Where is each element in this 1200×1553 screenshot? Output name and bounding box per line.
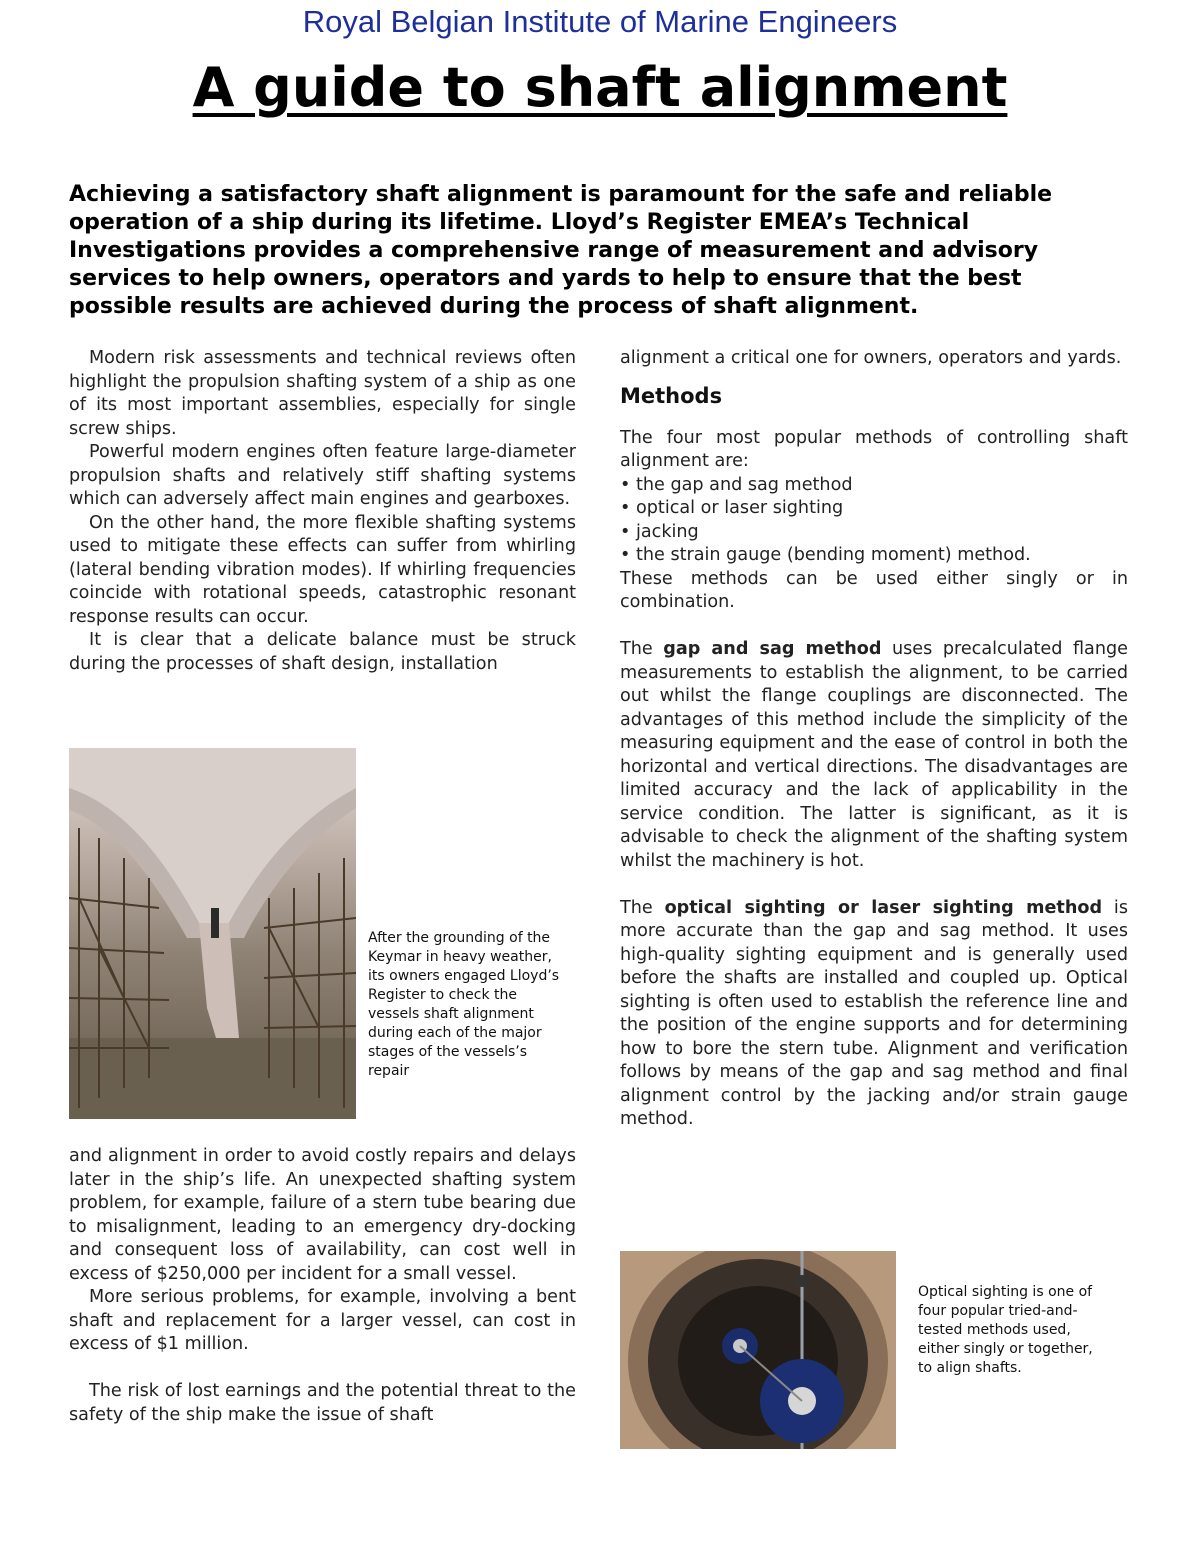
gap-sag-paragraph (620, 638, 1128, 873)
left-column-top (69, 347, 576, 676)
ship-drydock-photo (69, 748, 356, 1119)
paragraph-spacer (69, 1357, 576, 1381)
optical-sighting-photo (620, 1251, 896, 1449)
list-item (620, 474, 1128, 498)
body-paragraph: On the other hand, the more flexible shafting systems used to mitigate these effects can suffer from whirling (lateral bending vibration modes). If whirling frequencies coincide with rotational speeds, catastrophic resonant response results can occur. (69, 512, 576, 627)
organization-name: Royal Belgian Institute of Marine Engineers (302, 4, 898, 39)
body-paragraph: Modern risk assessments and technical reviews often highlight the propulsion shafting system of a ship as one of its most important assemblies, especially for single screw ships. (69, 348, 576, 439)
bold-term: gap and sag method (663, 639, 882, 659)
optical-paragraph (620, 897, 1128, 1132)
figure-caption: Optical sighting is one of four popular tried-and-tested methods used, either singly or together, to align shafts. (918, 1284, 1093, 1376)
paragraph-spacer (620, 615, 1128, 639)
stern-tube-image (620, 1251, 896, 1449)
body-paragraph: Powerful modern engines often feature large-diameter propulsion shafts and relatively stiff shafting systems which can adversely affect main engines and gearboxes. (69, 442, 576, 509)
lead-paragraph: Achieving a satisfactory shaft alignment is paramount for the safe and reliable operation of a ship during its lifetime. Lloyd’s Register EMEA’s Technical Investigations provides a comprehensive range of measurement and advisory services to help owners, operators and yards to help to ensure that the best possible results are achieved during the process of shaft alignment. (69, 182, 1053, 319)
bullet-icon: • (620, 474, 631, 495)
list-item (620, 497, 1128, 521)
bold-term: optical sighting or laser sighting method (664, 897, 1103, 918)
body-paragraph: and alignment in order to avoid costly repairs and delays later in the ship’s life. An unexpected shafting system problem, for example, failure of a stern tube bearing due to misalignment, leading to an emergency dry-docking and consequent loss of availability, can cost well in excess of $250,000 per incident for a small vessel. (69, 1146, 576, 1284)
body-paragraph: alignment a critical one for owners, operators and yards. (620, 348, 1122, 368)
list-item-text: jacking (635, 521, 699, 542)
list-item-text: optical or laser sighting (635, 498, 844, 518)
text-run: The (620, 639, 664, 659)
list-item-text: the gap and sag method (635, 474, 853, 495)
bullet-icon: • (620, 545, 631, 565)
body-paragraph: It is clear that a delicate balance must be struck during the processes of shaft design, installation (69, 630, 576, 674)
body-paragraph: More serious problems, for example, involving a bent shaft and replacement for a larger vessel, can cost in excess of $1 million. (69, 1287, 576, 1354)
body-paragraph: The four most popular methods of controlling shaft alignment are: (620, 427, 1128, 471)
right-column (620, 347, 1128, 1132)
ship-hull-image (69, 748, 356, 1119)
figure-caption: After the grounding of the Keymar in heavy weather, its owners engaged Lloyd’s Register to check the vessels shaft alignment during each of the major stages of the vessels’s repair (368, 930, 560, 1079)
bullet-icon: • (620, 521, 631, 542)
list-item (620, 521, 1128, 545)
body-paragraph: The risk of lost earnings and the potential threat to the safety of the ship make the issue of shaft (69, 1381, 576, 1425)
left-column-bottom (69, 1145, 576, 1427)
body-paragraph: These methods can be used either singly or in combination. (620, 568, 1128, 612)
text-run: is more accurate than the gap and sag method. It uses high-quality sighting equipment and is generally used before the shafts are installed and coupled up. Optical sighting is often used to establish the reference line and the position of the engine supports and for determining how to bore the stern tube. Alignment and verification follows by means of the gap and sag method and final alignment control by the jacking and/or strain gauge method. (620, 897, 1128, 1129)
text-run: The (620, 897, 665, 918)
list-item (620, 544, 1128, 568)
bullet-icon: • (620, 498, 631, 518)
list-item-text: the strain gauge (bending moment) method. (635, 545, 1031, 565)
section-heading-methods: Methods (620, 383, 723, 408)
text-run: uses precalculated flange measurements to establish the alignment, to be carried out whilst the flange couplings are disconnected. The advantages of this method include the simplicity of the measuring equipment and the ease of control in both the horizontal and vertical directions. The disadvantages are limited accuracy and the lack of applicability in the service condition. The latter is significant, as it is advisable to check the alignment of the shafting system whilst the machinery is hot. (620, 639, 1128, 871)
paragraph-spacer (620, 873, 1128, 897)
methods-list (620, 474, 1128, 568)
page-title: A guide to shaft alignment (192, 56, 1008, 119)
